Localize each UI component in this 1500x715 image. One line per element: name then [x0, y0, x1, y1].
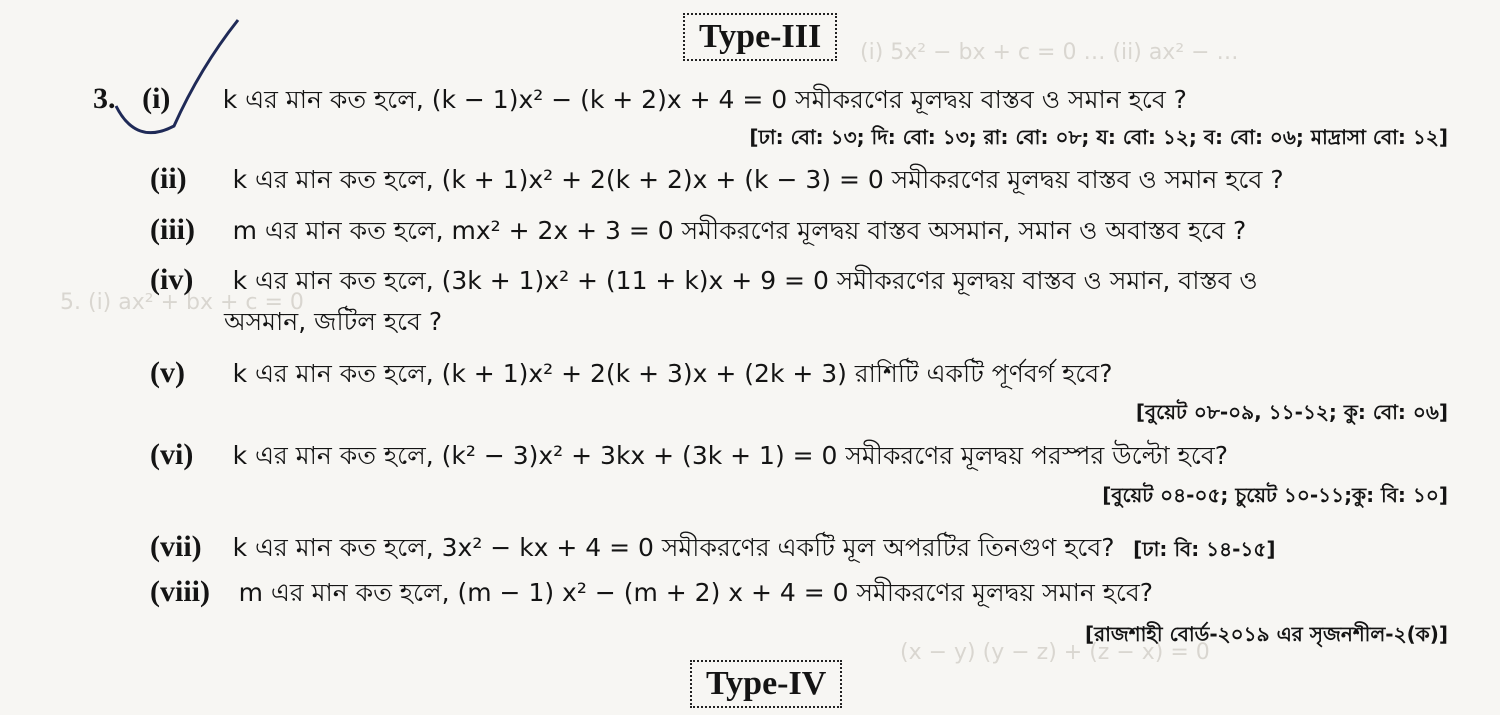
- question-4: [150, 263, 1258, 298]
- question-source: [ঢা: বি: ১৪-১৫]: [1133, 537, 1276, 561]
- question-label: (iv): [150, 263, 194, 296]
- question-7: [150, 530, 1276, 566]
- heading-type-3: Type-III: [683, 13, 837, 61]
- question-text: k এর মান কত হলে, (k + 1)x² + 2(k + 2)x + (k − 3) = 0 সমীকরণের মূলদ্বয় বাস্তব ও সমান হবে ?: [232, 165, 1284, 194]
- question-label: (iii): [150, 213, 195, 246]
- question-text: k এর মান কত হলে, (3k + 1)x² + (11 + k)x + 9 = 0 সমীকরণের মূলদ্বয় বাস্তব ও সমান, বাস্তব ও: [232, 266, 1258, 295]
- question-text: k এর মান কত হলে, (k² − 3)x² + 3kx + (3k + 1) = 0 সমীকরণের মূলদ্বয় পরস্পর উল্টো হবে?: [232, 441, 1228, 470]
- question-label: (viii): [150, 575, 210, 608]
- bleed-through-text: (i) 5x² − bx + c = 0 … (ii) ax² − …: [860, 40, 1239, 65]
- question-4-continuation: [224, 305, 442, 339]
- question-8: [150, 575, 1153, 610]
- question-text: k এর মান কত হলে, (k + 1)x² + 2(k + 3)x + (2k + 3) রাশিটি একটি পূর্ণবর্গ হবে?: [232, 359, 1113, 388]
- question-5: [150, 356, 1112, 391]
- question-label: (v): [150, 356, 185, 389]
- question-text: m এর মান কত হলে, (m − 1) x² − (m + 2) x + 4 = 0 সমীকরণের মূলদ্বয় সমান হবে?: [238, 578, 1154, 607]
- question-label: (i): [142, 82, 171, 115]
- question-source: [বুয়েট ০৪-০৫; চুয়েট ১০-১১;কু: বি: ১০]: [1102, 483, 1448, 507]
- question-text: অসমান, জটিল হবে ?: [224, 307, 443, 336]
- bleed-through-text: 5. (i) ax² + bx + c = 0: [60, 290, 304, 315]
- question-text: k এর মান কত হলে, (k − 1)x² − (k + 2)x + 4 = 0 সমীকরণের মূলদ্বয় বাস্তব ও সমান হবে ?: [222, 85, 1187, 114]
- question-2: [150, 162, 1284, 197]
- heading-type-4: Type-IV: [690, 660, 842, 708]
- question-3: [150, 213, 1246, 248]
- question-text: k এর মান কত হলে, 3x² − kx + 4 = 0 সমীকরণের একটি মূল অপরটির তিনগুণ হবে?: [232, 533, 1115, 562]
- question-source: [রাজশাহী বোর্ড-২০১৯ এর সৃজনশীল-২(ক)]: [1084, 622, 1448, 646]
- question-source: [বুয়েট ০৮-০৯, ১১-১২; কু: বো: ০৬]: [1135, 400, 1448, 424]
- problem-number: 3.: [93, 82, 116, 115]
- bleed-through-text: (x − y) (y − z) + (z − x) = 0: [900, 640, 1210, 665]
- question-1: [93, 82, 1187, 117]
- question-label: (vi): [150, 438, 194, 471]
- question-6: [150, 438, 1228, 473]
- question-source: [ঢা: বো: ১৩; দি: বো: ১৩; রা: বো: ০৮; য: বো: ১২; ব: বো: ০৬; মাদ্রাসা বো: ১২]: [749, 125, 1448, 149]
- question-label: (vii): [150, 530, 202, 563]
- question-label: (ii): [150, 162, 187, 195]
- question-text: m এর মান কত হলে, mx² + 2x + 3 = 0 সমীকরণের মূলদ্বয় বাস্তব অসমান, সমান ও অবাস্তব হবে ?: [232, 216, 1247, 245]
